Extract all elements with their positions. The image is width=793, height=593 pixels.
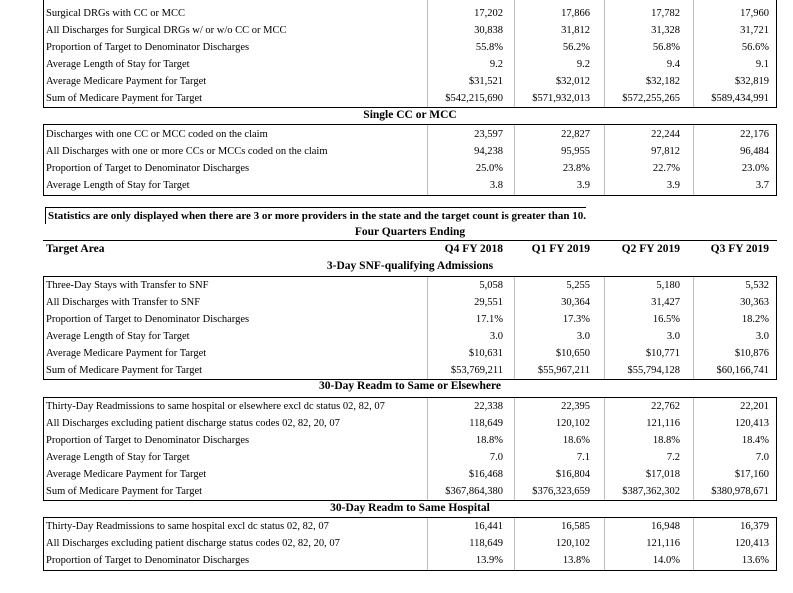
row-value: 96,484 [740, 146, 769, 157]
row-value: 18.4% [741, 435, 769, 446]
single-cc-rows [43, 126, 777, 194]
row-value: 120,413 [734, 418, 769, 429]
row-value: $380,978,671 [711, 486, 769, 497]
row-value: 56.8% [652, 42, 680, 53]
table-row [43, 449, 777, 466]
row-value: 95,955 [561, 146, 590, 157]
row-label: Average Medicare Payment for Target [46, 76, 207, 87]
row-label: All Discharges with Transfer to SNF [46, 297, 201, 308]
row-value: 5,532 [745, 280, 769, 291]
row-value: 97,812 [651, 146, 680, 157]
row-value: $53,769,211 [450, 365, 503, 376]
row-value: $32,819 [734, 76, 769, 87]
row-value: 5,180 [656, 280, 680, 291]
col-q4-fy2018: Q4 FY 2018 [444, 243, 503, 255]
row-value: $60,166,741 [716, 365, 769, 376]
table-row [43, 39, 777, 56]
snf-title: 3-Day SNF-qualifying Admissions [326, 260, 494, 272]
four-quarters-title: Four Quarters Ending [354, 226, 466, 238]
row-value: 17.3% [562, 314, 590, 325]
row-value: 17,866 [561, 8, 590, 19]
target-area-header: Target Area [46, 243, 105, 255]
row-value: 3.0 [489, 331, 503, 342]
row-value: 120,413 [734, 538, 769, 549]
row-value: 121,116 [646, 418, 680, 429]
row-label: Proportion of Target to Denominator Discharges [46, 42, 250, 53]
row-value: 7.0 [755, 452, 769, 463]
row-value: 118,649 [469, 538, 503, 549]
single-cc-title: Single CC or MCC [363, 109, 457, 121]
row-value: 5,058 [479, 280, 503, 291]
row-label: Surgical DRGs with CC or MCC [46, 8, 185, 19]
table-row [43, 535, 777, 552]
table-row [43, 466, 777, 483]
row-label: Average Medicare Payment for Target [46, 469, 207, 480]
col-q1-fy2019: Q1 FY 2019 [531, 243, 590, 255]
row-label: Proportion of Target to Denominator Discharges [46, 555, 250, 566]
table-row [43, 5, 777, 22]
table-row [43, 160, 777, 177]
row-value: $16,468 [468, 469, 503, 480]
row-value: $387,362,302 [622, 486, 680, 497]
row-label: Thirty-Day Readmissions to same hospital excl dc status 02, 82, 07 [46, 521, 329, 532]
statistics-note: Statistics are only displayed when there are 3 or more providers in the state and the target count is greater than 10. [45, 207, 586, 224]
row-value: 30,838 [474, 25, 503, 36]
row-value: 23,597 [474, 129, 503, 140]
row-label: Average Length of Stay for Target [46, 180, 190, 191]
row-value: 18.6% [562, 435, 590, 446]
row-value: 22.7% [652, 163, 680, 174]
column-header-row [43, 241, 777, 258]
table-row [43, 177, 777, 194]
table-row [43, 345, 777, 362]
row-value: 17,960 [740, 8, 769, 19]
row-value: 17,782 [651, 8, 680, 19]
table-row [43, 277, 777, 294]
table-row [43, 328, 777, 345]
row-value: $571,932,013 [532, 93, 590, 104]
row-value: 7.2 [666, 452, 680, 463]
row-value: 22,762 [651, 401, 680, 412]
col-q3-fy2019: Q3 FY 2019 [710, 243, 769, 255]
row-value: 118,649 [469, 418, 503, 429]
row-value: 17,202 [474, 8, 503, 19]
row-label: Average Length of Stay for Target [46, 452, 190, 463]
row-label: Proportion of Target to Denominator Discharges [46, 435, 250, 446]
row-value: 13.8% [562, 555, 590, 566]
row-value: 22,244 [651, 129, 680, 140]
readm-same-rows [43, 518, 777, 569]
table-row [43, 415, 777, 432]
row-value: 3.0 [755, 331, 769, 342]
row-value: 16,948 [651, 521, 680, 532]
row-value: $10,631 [468, 348, 503, 359]
table-row [43, 22, 777, 39]
row-value: $16,804 [555, 469, 590, 480]
row-value: 16,379 [740, 521, 769, 532]
row-value: 25.0% [475, 163, 503, 174]
col-q2-fy2019: Q2 FY 2019 [621, 243, 680, 255]
surgical-rows [43, 5, 777, 107]
row-value: 16.5% [652, 314, 680, 325]
row-value: 3.7 [755, 180, 769, 191]
row-value: $55,794,128 [627, 365, 680, 376]
row-value: 94,238 [474, 146, 503, 157]
table-row [43, 56, 777, 73]
row-value: 56.6% [741, 42, 769, 53]
row-label: Sum of Medicare Payment for Target [46, 93, 203, 104]
row-value: 3.9 [666, 180, 680, 191]
row-value: 31,328 [651, 25, 680, 36]
readm-else-rows [43, 398, 777, 500]
row-value: 3.0 [666, 331, 680, 342]
row-value: 120,102 [555, 538, 590, 549]
row-label: Average Medicare Payment for Target [46, 348, 207, 359]
row-value: $376,323,659 [532, 486, 590, 497]
row-value: 56.2% [562, 42, 590, 53]
row-value: $589,434,991 [711, 93, 769, 104]
row-value: 29,551 [474, 297, 503, 308]
row-value: $10,650 [555, 348, 590, 359]
readm-same-title: 30-Day Readm to Same Hospital [330, 502, 490, 514]
row-value: $32,182 [645, 76, 680, 87]
row-value: 121,116 [646, 538, 680, 549]
row-value: 3.0 [576, 331, 590, 342]
table-row [43, 483, 777, 500]
table-row [43, 311, 777, 328]
row-value: 16,585 [561, 521, 590, 532]
row-value: 7.1 [576, 452, 590, 463]
row-value: 13.9% [475, 555, 503, 566]
table-row [43, 398, 777, 415]
row-label: Sum of Medicare Payment for Target [46, 365, 203, 376]
row-label: All Discharges excluding patient discharge status codes 02, 82, 20, 07 [46, 538, 340, 549]
row-value: 23.8% [562, 163, 590, 174]
row-value: $32,012 [555, 76, 590, 87]
row-value: $31,521 [468, 76, 503, 87]
row-value: 23.0% [741, 163, 769, 174]
row-value: 14.0% [652, 555, 680, 566]
row-value: 31,427 [651, 297, 680, 308]
row-value: 31,721 [740, 25, 769, 36]
row-label: All Discharges for Surgical DRGs w/ or w/o CC or MCC [46, 25, 287, 36]
table-row [43, 518, 777, 535]
row-label: All Discharges with one or more CCs or MCCs coded on the claim [46, 146, 328, 157]
row-label: All Discharges excluding patient discharge status codes 02, 82, 20, 07 [46, 418, 340, 429]
row-value: 7.0 [489, 452, 503, 463]
row-value: 18.8% [652, 435, 680, 446]
row-value: 30,363 [740, 297, 769, 308]
row-value: 17.1% [475, 314, 503, 325]
table-row [43, 90, 777, 107]
table-row [43, 552, 777, 569]
row-value: 9.2 [576, 59, 590, 70]
row-label: Proportion of Target to Denominator Discharges [46, 314, 250, 325]
row-value: 120,102 [555, 418, 590, 429]
row-value: 22,176 [740, 129, 769, 140]
row-value: 22,827 [561, 129, 590, 140]
table-row [43, 294, 777, 311]
readm-else-title: 30-Day Readm to Same or Elsewhere [319, 380, 501, 392]
row-value: 9.4 [666, 59, 680, 70]
row-value: $55,967,211 [537, 365, 590, 376]
row-value: 30,364 [561, 297, 590, 308]
row-value: 3.8 [489, 180, 503, 191]
row-value: $367,864,380 [445, 486, 503, 497]
row-value: 22,201 [740, 401, 769, 412]
row-value: 22,338 [474, 401, 503, 412]
row-value: 5,255 [566, 280, 590, 291]
row-value: $17,018 [645, 469, 680, 480]
row-value: 16,441 [474, 521, 503, 532]
table-row [43, 143, 777, 160]
row-label: Three-Day Stays with Transfer to SNF [46, 280, 209, 291]
snf-rows [43, 277, 777, 379]
row-value: 13.6% [741, 555, 769, 566]
row-value: 9.2 [489, 59, 503, 70]
row-label: Average Length of Stay for Target [46, 331, 190, 342]
row-value: 22,395 [561, 401, 590, 412]
row-value: $572,255,265 [622, 93, 680, 104]
table-row [43, 73, 777, 90]
table-row [43, 432, 777, 449]
row-label: Proportion of Target to Denominator Discharges [46, 163, 250, 174]
row-label: Thirty-Day Readmissions to same hospital or elsewhere excl dc status 02, 82, 07 [46, 401, 385, 412]
row-value: $10,771 [645, 348, 680, 359]
table-row [43, 362, 777, 379]
row-value: $10,876 [734, 348, 769, 359]
row-value: 18.8% [475, 435, 503, 446]
row-value: $542,215,690 [445, 93, 503, 104]
row-label: Average Length of Stay for Target [46, 59, 190, 70]
row-label: Discharges with one CC or MCC coded on the claim [46, 129, 268, 140]
row-value: 3.9 [576, 180, 590, 191]
table-row [43, 126, 777, 143]
row-value: 9.1 [755, 59, 769, 70]
row-label: Sum of Medicare Payment for Target [46, 486, 203, 497]
row-value: 31,812 [561, 25, 590, 36]
row-value: $17,160 [734, 469, 769, 480]
row-value: 18.2% [741, 314, 769, 325]
row-value: 55.8% [475, 42, 503, 53]
